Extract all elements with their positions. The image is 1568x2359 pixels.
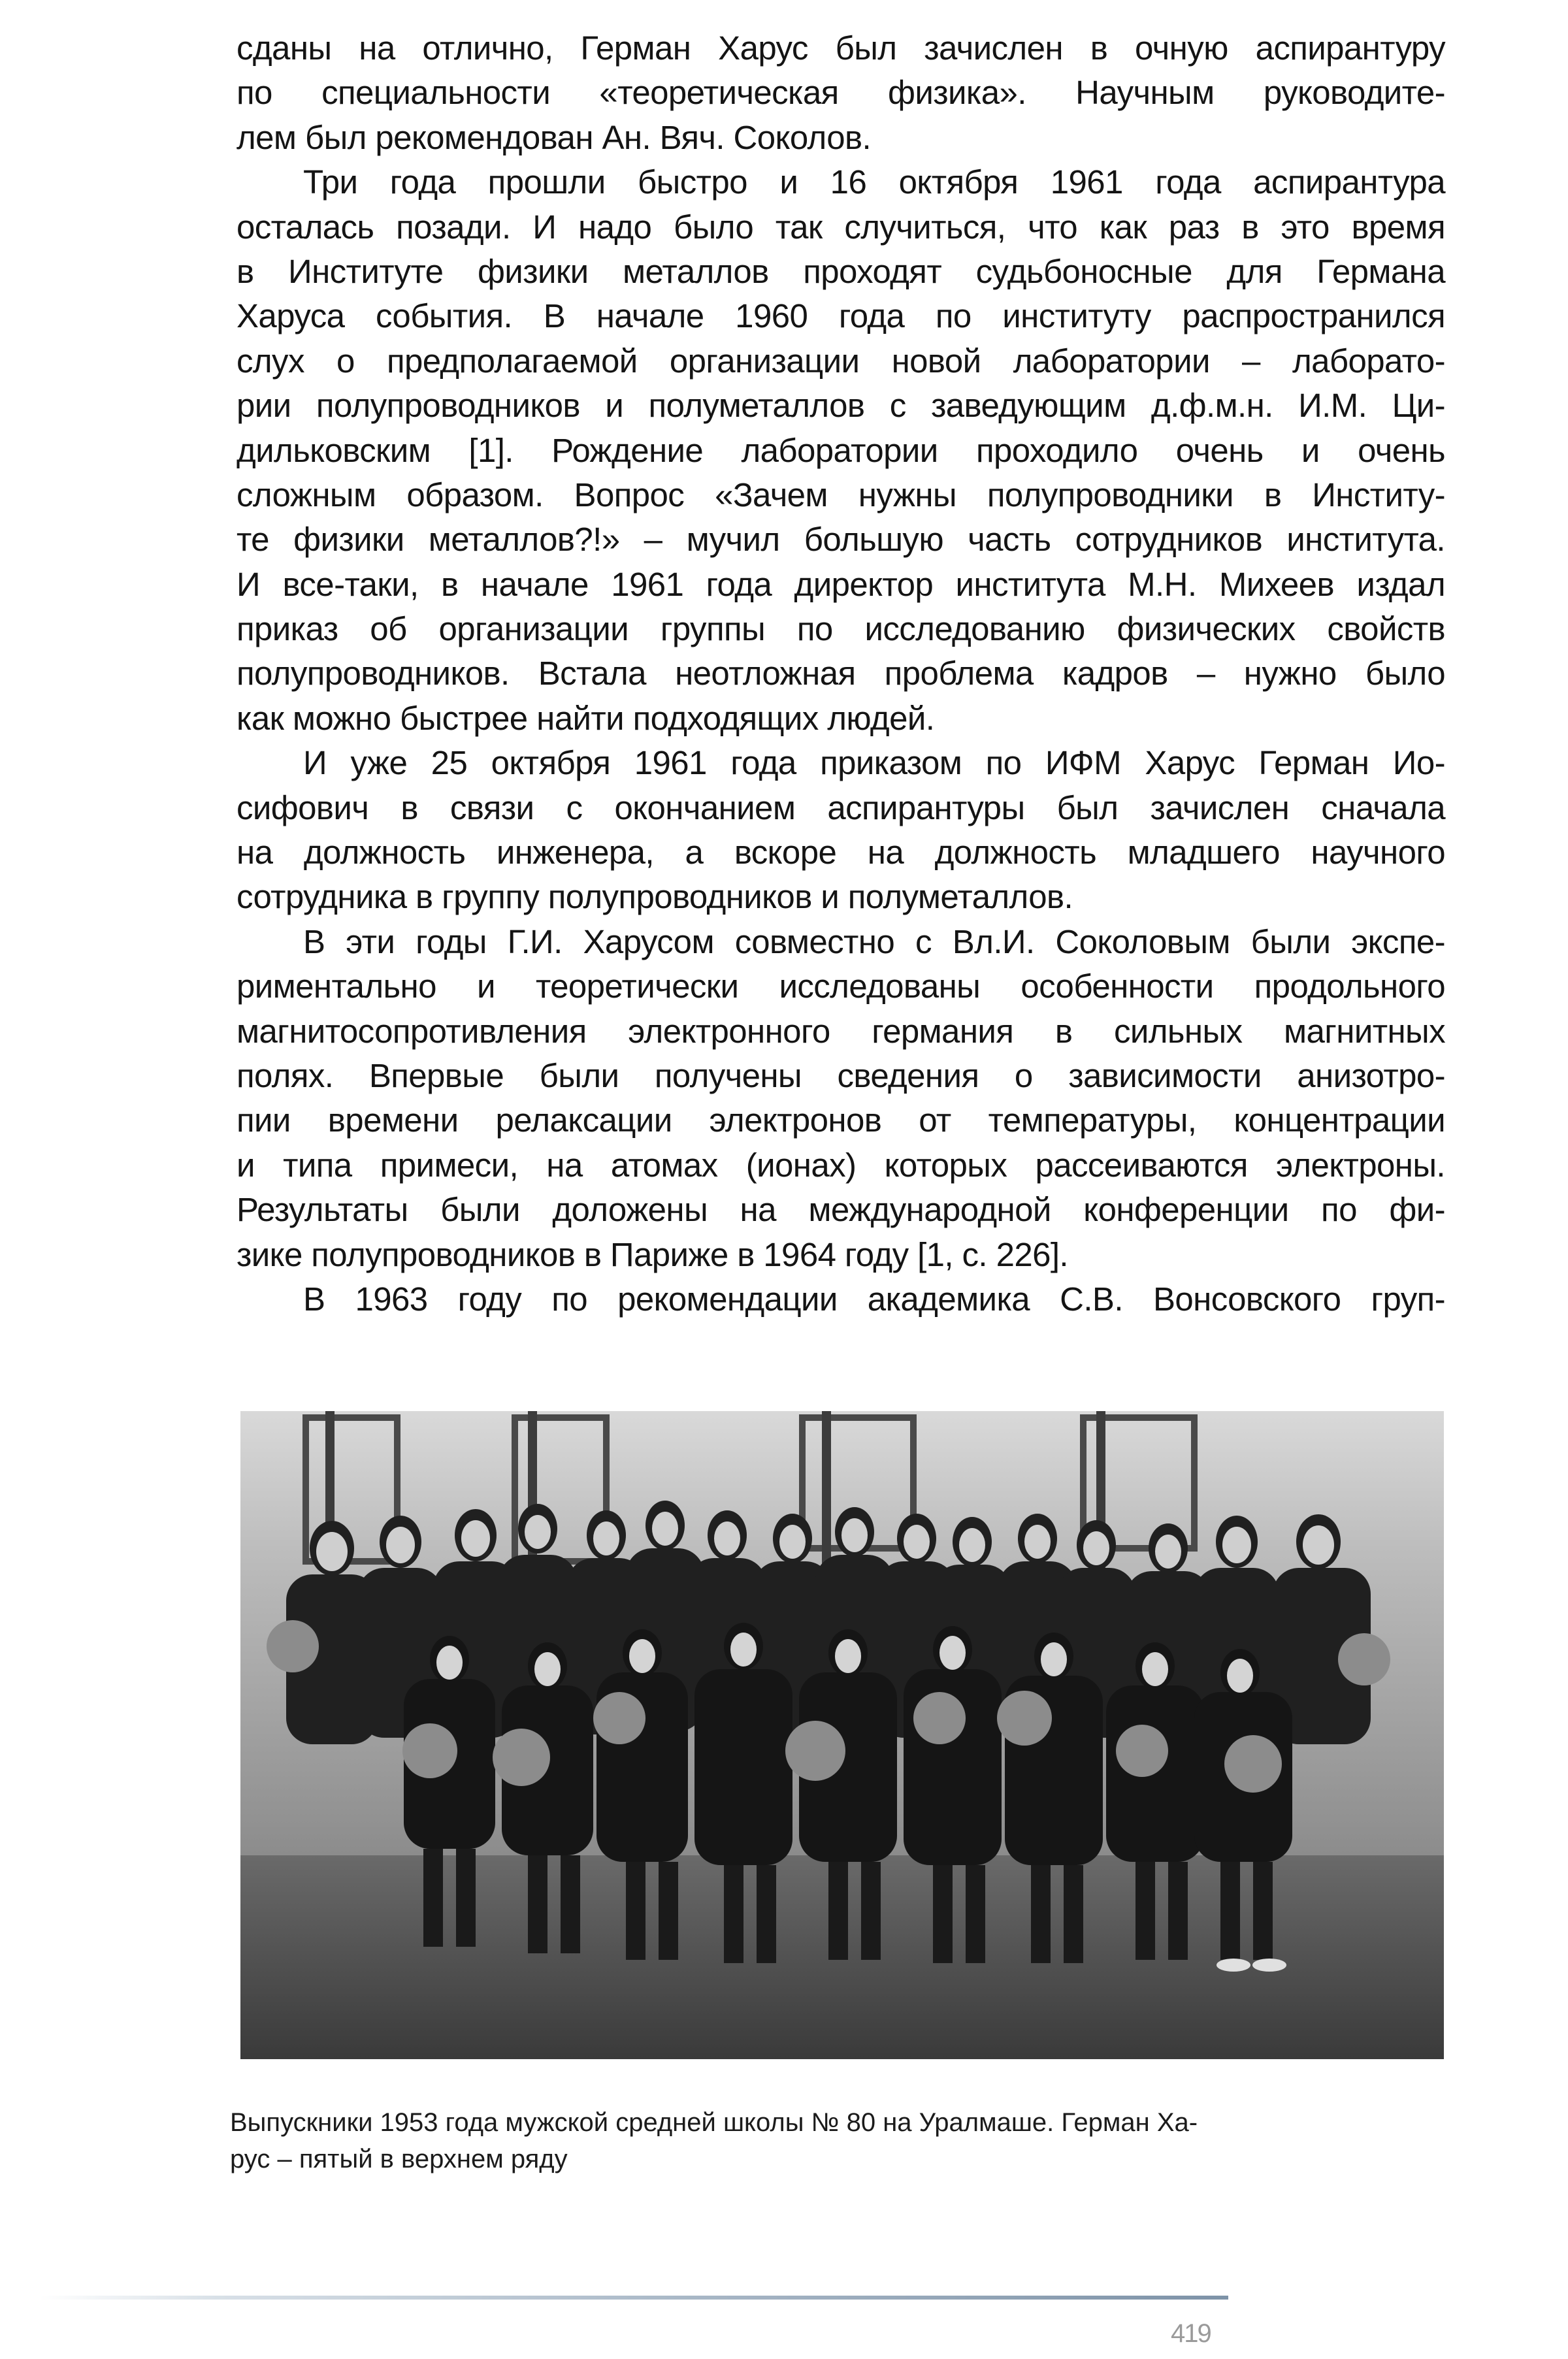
body-line: лем был рекомендован Ан. Вяч. Соколов. [237, 118, 872, 156]
caption-line: Выпускники 1953 года мужской средней школы № 80 на Уралмаше. Герман Ха- [230, 2108, 1198, 2137]
body-line: риментально и теоретически исследованы особенности продольного [237, 968, 1445, 1005]
body-line: В эти годы Г.И. Харусом совместно с Вл.И. Соколовым были экспе- [303, 922, 1445, 960]
caption-line: рус – пятый в верхнем ряду [230, 2145, 568, 2173]
body-line: слух о предполагаемой организации новой лаборатории – лаборато- [237, 342, 1445, 380]
body-line: пии времени релаксации электронов от температуры, концентрации [237, 1101, 1445, 1139]
page-number: 419 [1171, 2319, 1211, 2348]
body-line: магнитосопротивления электронного германия в сильных магнитных [237, 1012, 1445, 1050]
group-photo [240, 1411, 1444, 2059]
body-line: Харуса события. В начале 1960 года по институту распространился [237, 297, 1445, 335]
body-line: приказ об организации группы по исследованию физических свойств [237, 610, 1445, 648]
body-line: дильковским [1]. Рождение лаборатории проходило очень и очень [237, 431, 1445, 469]
footer-rule [39, 2296, 1228, 2300]
body-line: в Институте физики металлов проходят судьбоносные для Германа [237, 252, 1445, 290]
body-line: по специальности «теоретическая физика». Научным руководите- [237, 74, 1445, 112]
body-line: В 1963 году по рекомендации академика С.В. Вонсовского груп- [303, 1280, 1445, 1318]
article-body [237, 26, 1445, 1322]
body-line: Три года прошли быстро и 16 октября 1961 года аспирантура [303, 163, 1445, 201]
body-line: как можно быстрее найти подходящих людей. [237, 699, 935, 737]
body-line: сотрудника в группу полупроводников и полуметаллов. [237, 878, 1073, 916]
body-line: сложным образом. Вопрос «Зачем нужны полупроводники в Институ- [237, 476, 1445, 513]
photo-caption [230, 2104, 1406, 2177]
body-line: Результаты были доложены на международной конференции по фи- [237, 1191, 1445, 1229]
body-line: сданы на отлично, Герман Харус был зачислен в очную аспирантуру [237, 29, 1445, 67]
body-line: сифович в связи с окончанием аспирантуры был зачислен сначала [237, 789, 1445, 826]
body-line: полях. Впервые были получены сведения о зависимости анизотро- [237, 1056, 1445, 1094]
body-line: те физики металлов?!» – мучил большую часть сотрудников института. [237, 521, 1445, 559]
body-line: И все-таки, в начале 1961 года директор института М.Н. Михеев издал [237, 565, 1445, 603]
body-line: И уже 25 октября 1961 года приказом по ИФМ Харус Герман Ио- [303, 744, 1445, 782]
body-line: рии полупроводников и полуметаллов с заведующим д.ф.м.н. И.М. Ци- [237, 387, 1445, 425]
body-line: и типа примеси, на атомах (ионах) которых рассеиваются электроны. [237, 1146, 1445, 1184]
group-photo-illustration [240, 1411, 1444, 2059]
body-line: зике полупроводников в Париже в 1964 году [1, с. 226]. [237, 1235, 1069, 1273]
body-line: осталась позади. И надо было так случиться, что как раз в это время [237, 208, 1445, 246]
body-line: полупроводников. Встала неотложная проблема кадров – нужно было [237, 655, 1445, 692]
body-line: на должность инженера, а вскоре на должность младшего научного [237, 834, 1445, 871]
